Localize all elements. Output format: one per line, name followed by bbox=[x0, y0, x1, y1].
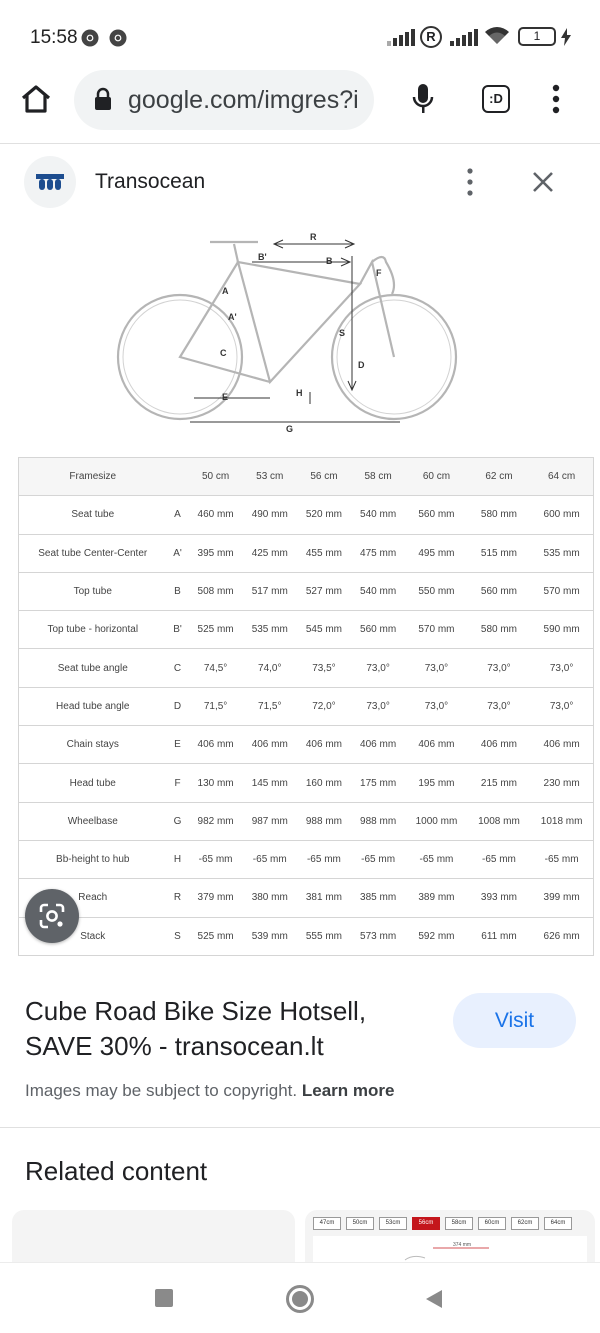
lock-icon[interactable] bbox=[94, 87, 112, 111]
table-row bbox=[19, 687, 594, 725]
row-code: A bbox=[167, 496, 189, 534]
bike-geometry-diagram bbox=[110, 222, 480, 447]
table-cell: 600 mm bbox=[530, 496, 593, 534]
table-cell: 73,0° bbox=[351, 687, 405, 725]
thumbnail-size-tab: 56cm bbox=[412, 1217, 440, 1230]
divider bbox=[0, 1127, 600, 1128]
size-header: 58 cm bbox=[351, 458, 405, 496]
charging-icon bbox=[560, 28, 572, 46]
table-cell: 515 mm bbox=[468, 534, 531, 572]
table-row bbox=[19, 840, 594, 878]
table-cell: 130 mm bbox=[189, 764, 243, 802]
table-cell: 508 mm bbox=[189, 572, 243, 610]
row-code: E bbox=[167, 726, 189, 764]
learn-more-link[interactable]: Learn more bbox=[301, 1081, 395, 1100]
table-cell: 160 mm bbox=[297, 764, 351, 802]
table-cell: 380 mm bbox=[243, 879, 297, 917]
table-cell: 74,5° bbox=[189, 649, 243, 687]
table-cell: 540 mm bbox=[351, 572, 405, 610]
thumbnail-size-tab: 47cm bbox=[313, 1217, 341, 1230]
row-label: Chain stays bbox=[19, 726, 167, 764]
microphone-icon[interactable] bbox=[411, 82, 435, 116]
thumbnail-size-tab: 53cm bbox=[379, 1217, 407, 1230]
table-cell: 573 mm bbox=[351, 917, 405, 955]
size-header: 64 cm bbox=[530, 458, 593, 496]
related-card[interactable] bbox=[12, 1210, 295, 1270]
table-cell: 215 mm bbox=[468, 764, 531, 802]
table-row bbox=[19, 611, 594, 649]
status-bar bbox=[0, 0, 600, 72]
table-cell: 175 mm bbox=[351, 764, 405, 802]
table-cell: 381 mm bbox=[297, 879, 351, 917]
table-cell: 611 mm bbox=[468, 917, 531, 955]
status-time: 15:58 bbox=[30, 27, 78, 48]
table-cell: -65 mm bbox=[351, 840, 405, 878]
table-cell: 550 mm bbox=[405, 572, 468, 610]
table-cell: 71,5° bbox=[243, 687, 297, 725]
thumbnail-size-tab: 58cm bbox=[445, 1217, 473, 1230]
row-code: C bbox=[167, 649, 189, 687]
size-header: 53 cm bbox=[243, 458, 297, 496]
table-cell: -65 mm bbox=[243, 840, 297, 878]
diagram-label-e: E bbox=[222, 392, 229, 402]
table-cell: 580 mm bbox=[468, 611, 531, 649]
google-lens-button[interactable] bbox=[25, 889, 79, 943]
table-cell: 425 mm bbox=[243, 534, 297, 572]
table-cell: 988 mm bbox=[297, 802, 351, 840]
more-options-icon[interactable] bbox=[551, 84, 561, 114]
table-cell: 570 mm bbox=[530, 572, 593, 610]
table-cell: 626 mm bbox=[530, 917, 593, 955]
table-cell: 395 mm bbox=[189, 534, 243, 572]
thumbnail-size-tab: 50cm bbox=[346, 1217, 374, 1230]
row-label: Head tube bbox=[19, 764, 167, 802]
table-cell: 539 mm bbox=[243, 917, 297, 955]
table-cell: 399 mm bbox=[530, 879, 593, 917]
chrome-notification-icon bbox=[80, 28, 100, 48]
table-row bbox=[19, 534, 594, 572]
row-label: Bb-height to hub bbox=[19, 840, 167, 878]
home-nav-dot bbox=[292, 1291, 308, 1307]
row-code: F bbox=[167, 764, 189, 802]
table-row bbox=[19, 879, 594, 917]
table-cell: 393 mm bbox=[468, 879, 531, 917]
divider bbox=[0, 143, 600, 144]
table-cell: 520 mm bbox=[297, 496, 351, 534]
browser-toolbar bbox=[0, 68, 600, 138]
geometry-table bbox=[18, 457, 594, 956]
system-nav-bar bbox=[0, 1262, 600, 1333]
lens-icon bbox=[38, 902, 66, 930]
table-cell: 988 mm bbox=[351, 802, 405, 840]
diagram-label-d: D bbox=[358, 360, 365, 370]
size-header: 56 cm bbox=[297, 458, 351, 496]
table-cell: 145 mm bbox=[243, 764, 297, 802]
table-cell: 406 mm bbox=[405, 726, 468, 764]
table-cell: 73,0° bbox=[468, 687, 531, 725]
row-label: Seat tube Center-Center bbox=[19, 534, 167, 572]
table-cell: 517 mm bbox=[243, 572, 297, 610]
header-code-cell bbox=[167, 458, 189, 496]
signal-icon bbox=[387, 28, 415, 46]
site-name[interactable]: Transocean bbox=[95, 170, 206, 193]
table-cell: 580 mm bbox=[468, 496, 531, 534]
transocean-logo-icon bbox=[35, 171, 65, 193]
row-code: S bbox=[167, 917, 189, 955]
result-title[interactable]: Cube Road Bike Size Hotsell, SAVE 30% - transocean.lt bbox=[25, 996, 367, 1061]
battery-icon: 1 bbox=[518, 27, 556, 46]
home-nav-button[interactable] bbox=[286, 1285, 314, 1313]
table-cell: 535 mm bbox=[530, 534, 593, 572]
table-cell: 406 mm bbox=[243, 726, 297, 764]
diagram-label-r: R bbox=[310, 232, 317, 242]
copyright-notice bbox=[25, 1081, 394, 1101]
diagram-label-s: S bbox=[339, 328, 346, 338]
related-card-2[interactable] bbox=[305, 1210, 595, 1270]
table-cell: 230 mm bbox=[530, 764, 593, 802]
row-label: Seat tube bbox=[19, 496, 167, 534]
row-code: B' bbox=[167, 611, 189, 649]
wifi-icon bbox=[484, 26, 510, 46]
diagram-label-h: H bbox=[296, 388, 303, 398]
table-cell: 73,0° bbox=[351, 649, 405, 687]
table-cell: -65 mm bbox=[468, 840, 531, 878]
table-cell: -65 mm bbox=[297, 840, 351, 878]
table-cell: -65 mm bbox=[530, 840, 593, 878]
table-cell: 540 mm bbox=[351, 496, 405, 534]
roaming-icon: R bbox=[420, 26, 442, 48]
table-cell: 406 mm bbox=[189, 726, 243, 764]
table-cell: 525 mm bbox=[189, 611, 243, 649]
row-label: Reach bbox=[19, 879, 167, 917]
table-row bbox=[19, 917, 594, 955]
table-row bbox=[19, 572, 594, 610]
table-cell: 460 mm bbox=[189, 496, 243, 534]
diagram-label-b-prime: B' bbox=[258, 252, 267, 262]
table-row bbox=[19, 496, 594, 534]
table-cell: 570 mm bbox=[405, 611, 468, 649]
diagram-label-f: F bbox=[376, 268, 382, 278]
url-text[interactable]: google.com/imgres?i bbox=[128, 86, 359, 114]
diagram-label-a: A bbox=[222, 286, 229, 296]
site-logo[interactable] bbox=[24, 156, 76, 208]
row-label: Top tube - horizontal bbox=[19, 611, 167, 649]
table-cell: 73,0° bbox=[405, 649, 468, 687]
chrome-notification-icon-2 bbox=[108, 28, 128, 48]
visit-button[interactable]: Visit bbox=[453, 993, 576, 1048]
recents-button[interactable] bbox=[155, 1289, 173, 1307]
diagram-label-c: C bbox=[220, 348, 227, 358]
thumbnail-caption: 374 mm bbox=[453, 1242, 472, 1248]
thumbnail-size-tab: 64cm bbox=[544, 1217, 572, 1230]
table-cell: 73,0° bbox=[405, 687, 468, 725]
row-label: Stack bbox=[19, 917, 167, 955]
table-cell: 406 mm bbox=[297, 726, 351, 764]
size-header: 62 cm bbox=[468, 458, 531, 496]
thumbnail-size-tabs bbox=[313, 1217, 572, 1230]
row-code: D bbox=[167, 687, 189, 725]
table-cell: 525 mm bbox=[189, 917, 243, 955]
table-cell: 987 mm bbox=[243, 802, 297, 840]
header-label: Framesize bbox=[19, 458, 167, 496]
table-row bbox=[19, 726, 594, 764]
table-cell: 73,0° bbox=[468, 649, 531, 687]
thumbnail-size-tab: 60cm bbox=[478, 1217, 506, 1230]
table-row bbox=[19, 649, 594, 687]
site-menu-icon[interactable] bbox=[465, 168, 475, 196]
close-icon[interactable] bbox=[532, 171, 554, 193]
table-row bbox=[19, 802, 594, 840]
row-label: Top tube bbox=[19, 572, 167, 610]
thumbnail-size-tab: 62cm bbox=[511, 1217, 539, 1230]
table-cell: 535 mm bbox=[243, 611, 297, 649]
geometry-table-body bbox=[19, 458, 594, 956]
table-cell: 490 mm bbox=[243, 496, 297, 534]
table-cell: 72,0° bbox=[297, 687, 351, 725]
table-cell: -65 mm bbox=[405, 840, 468, 878]
table-cell: 455 mm bbox=[297, 534, 351, 572]
table-cell: 1018 mm bbox=[530, 802, 593, 840]
table-cell: 73,0° bbox=[530, 649, 593, 687]
table-cell: 495 mm bbox=[405, 534, 468, 572]
row-code: A' bbox=[167, 534, 189, 572]
diagram-label-b: B bbox=[326, 256, 333, 266]
row-code: R bbox=[167, 879, 189, 917]
row-label: Seat tube angle bbox=[19, 649, 167, 687]
size-header: 50 cm bbox=[189, 458, 243, 496]
copyright-text: Images may be subject to copyright. bbox=[25, 1081, 298, 1100]
table-cell: 195 mm bbox=[405, 764, 468, 802]
table-cell: 74,0° bbox=[243, 649, 297, 687]
table-cell: 389 mm bbox=[405, 879, 468, 917]
table-cell: 560 mm bbox=[351, 611, 405, 649]
table-cell: 560 mm bbox=[468, 572, 531, 610]
table-cell: 73,5° bbox=[297, 649, 351, 687]
table-cell: 406 mm bbox=[351, 726, 405, 764]
row-label: Head tube angle bbox=[19, 687, 167, 725]
diagram-label-a-prime: A' bbox=[228, 312, 237, 322]
table-cell: 406 mm bbox=[530, 726, 593, 764]
signal-icon-2 bbox=[450, 28, 478, 46]
table-cell: 1000 mm bbox=[405, 802, 468, 840]
table-cell: -65 mm bbox=[189, 840, 243, 878]
row-code: G bbox=[167, 802, 189, 840]
row-label: Wheelbase bbox=[19, 802, 167, 840]
diagram-label-g: G bbox=[286, 424, 294, 434]
home-icon[interactable] bbox=[20, 84, 52, 114]
table-cell: 560 mm bbox=[405, 496, 468, 534]
row-code: B bbox=[167, 572, 189, 610]
table-cell: 545 mm bbox=[297, 611, 351, 649]
table-cell: 406 mm bbox=[468, 726, 531, 764]
tab-switcher-button[interactable]: :D bbox=[482, 85, 510, 113]
table-cell: 590 mm bbox=[530, 611, 593, 649]
table-cell: 527 mm bbox=[297, 572, 351, 610]
table-cell: 982 mm bbox=[189, 802, 243, 840]
row-code: H bbox=[167, 840, 189, 878]
table-cell: 73,0° bbox=[530, 687, 593, 725]
table-cell: 555 mm bbox=[297, 917, 351, 955]
related-content-heading: Related content bbox=[25, 1156, 208, 1186]
table-header-row bbox=[19, 458, 594, 496]
back-nav-button[interactable] bbox=[424, 1288, 444, 1310]
table-cell: 1008 mm bbox=[468, 802, 531, 840]
size-header: 60 cm bbox=[405, 458, 468, 496]
table-cell: 475 mm bbox=[351, 534, 405, 572]
table-cell: 379 mm bbox=[189, 879, 243, 917]
table-row bbox=[19, 764, 594, 802]
table-cell: 592 mm bbox=[405, 917, 468, 955]
table-cell: 385 mm bbox=[351, 879, 405, 917]
table-cell: 71,5° bbox=[189, 687, 243, 725]
